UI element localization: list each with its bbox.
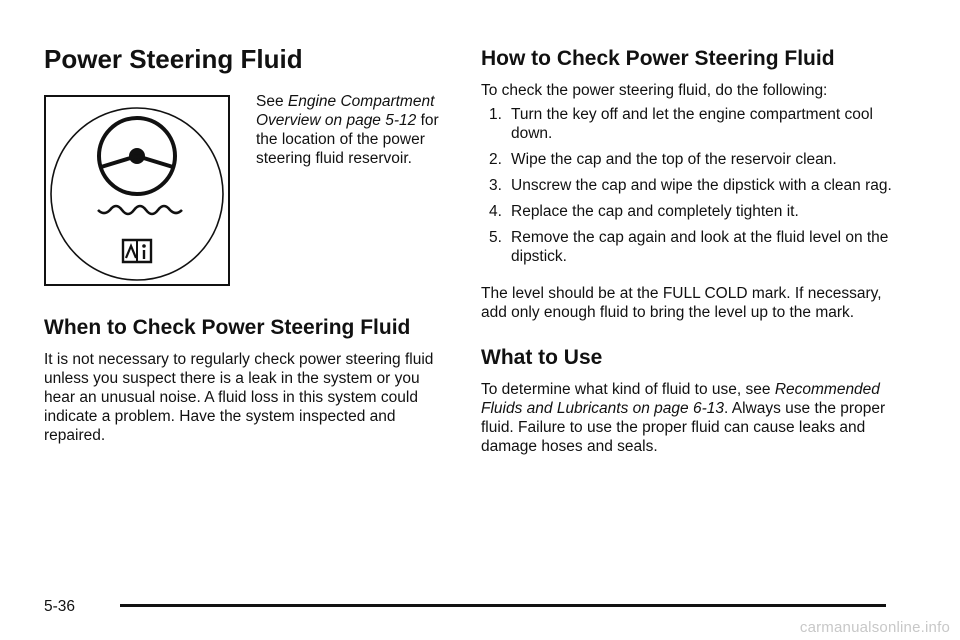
how-to-check-intro: To check the power steering fluid, do the following: — [481, 82, 828, 99]
list-item: 1. Turn the key off and let the engine compartment cool down. — [489, 106, 873, 142]
footer-rule — [120, 604, 886, 607]
page-number: 5-36 — [44, 598, 76, 615]
site-watermark: carmanualsonline.info — [799, 619, 950, 636]
list-item: 5. Remove the cap again and look at the fluid level on the dipstick. — [489, 229, 889, 265]
see-reference-note: See Engine Compartment Overview on page 5-12 for the location of the power steering fluid reservoir. — [256, 93, 439, 167]
fluid-level-note: The level should be at the FULL COLD mark. If necessary, add only enough fluid to bring the level up to the mark. — [481, 285, 882, 321]
what-to-use-heading: What to Use — [481, 346, 603, 369]
when-to-check-body: It is not necessary to regularly check power steering fluid unless you suspect there is a leak in the system or you hear an unusual noise. A fluid loss in this system could indicate a problem. Have the system inspected and repaired. — [44, 351, 434, 444]
list-item: 4. Replace the cap and completely tighten it. — [489, 203, 799, 220]
check-steps-list — [481, 105, 911, 273]
what-to-use-body: To determine what kind of fluid to use, see Recommended Fluids and Lubricants on page 6-13. Always use the proper fluid. Failure to use the proper fluid can cause leaks and damage hoses and seals. — [481, 381, 886, 455]
power-steering-cap-icon — [46, 97, 228, 284]
power-steering-cap-illustration — [44, 95, 230, 286]
when-to-check-heading: When to Check Power Steering Fluid — [44, 316, 411, 339]
recommended-fluids-link[interactable]: Recommended Fluids and Lubricants on page 6-13 — [481, 381, 880, 417]
how-to-check-heading: How to Check Power Steering Fluid — [481, 47, 835, 70]
engine-compartment-link[interactable]: Engine Compartment Overview on page 5-12 — [256, 93, 435, 129]
list-item: 2. Wipe the cap and the top of the reservoir clean. — [489, 151, 837, 168]
page-title: Power Steering Fluid — [44, 44, 303, 74]
list-item: 3. Unscrew the cap and wipe the dipstick with a clean rag. — [489, 177, 892, 194]
